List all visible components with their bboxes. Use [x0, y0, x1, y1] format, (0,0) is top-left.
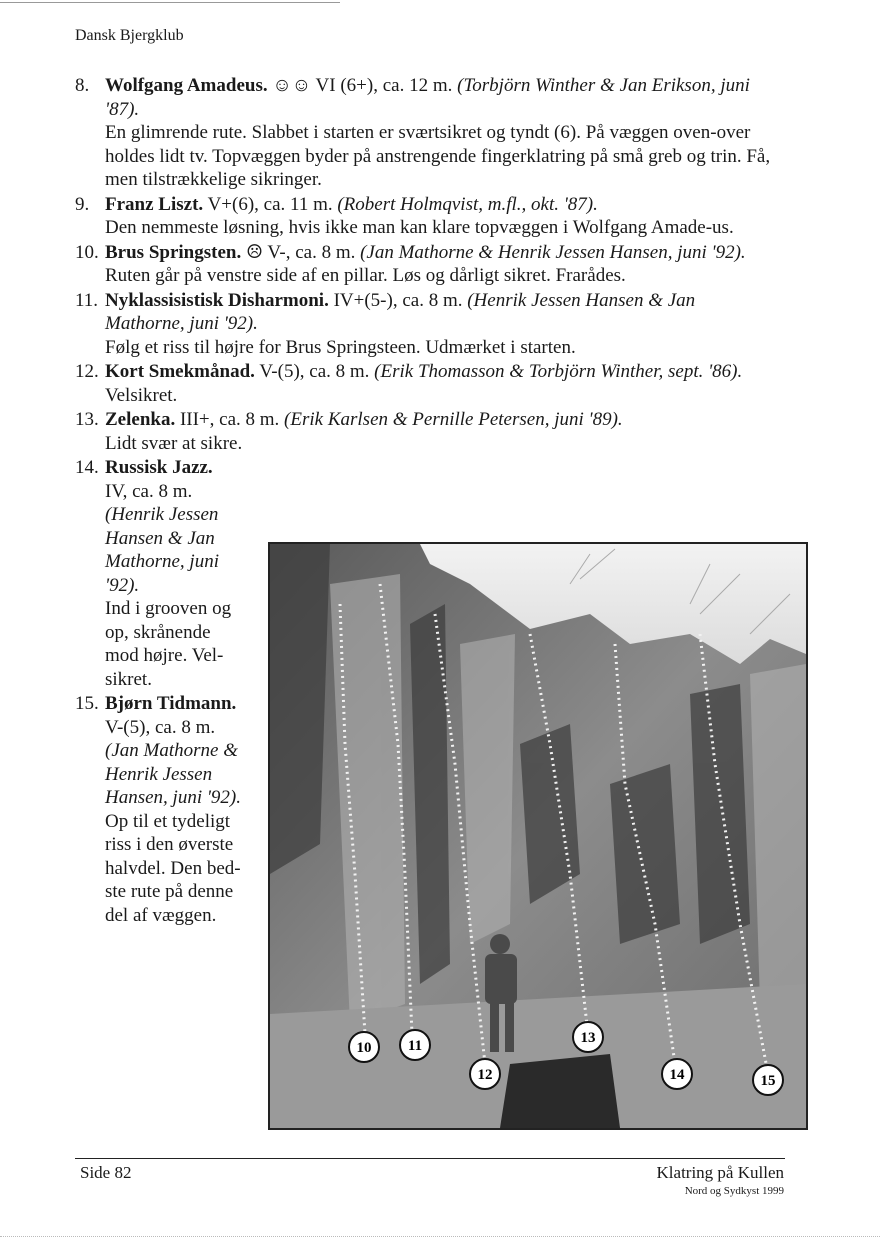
route-title: Nyklassisistisk Disharmoni.	[105, 289, 329, 311]
route-credit: (Henrik Jessen Hansen & Jan Mathorne, juni '92).	[105, 504, 219, 596]
bottom-rule	[0, 1236, 880, 1237]
route-grade: III+, ca. 8 m.	[175, 409, 285, 430]
narrow-column	[75, 456, 245, 927]
route-credit: (Erik Karlsen & Pernille Petersen, juni '89).	[284, 409, 623, 430]
route-grade: ☺☺ VI (6+), ca. 12 m.	[267, 75, 458, 96]
route-grade: V+(6), ca. 11 m.	[203, 193, 338, 215]
route-title: Franz Liszt.	[105, 193, 204, 215]
route-grade: V-(5), ca. 8 m.	[254, 361, 375, 382]
route-description: Følg et riss til højre for Brus Springsteen. Udmærket i starten.	[105, 336, 576, 358]
route-number: 9.	[75, 193, 90, 215]
route-credit: (Torbjörn Winther & Jan Erikson, juni '87).	[105, 75, 750, 120]
route-title: Kort Smekmånad.	[105, 361, 255, 382]
route-entry-8	[75, 74, 775, 192]
route-entry-10	[75, 241, 775, 288]
route-title: Wolfgang Amadeus.	[105, 75, 268, 96]
top-rule	[0, 2, 340, 3]
route-entry-13	[75, 408, 775, 455]
route-entry-15	[75, 692, 245, 927]
route-number: 15.	[75, 693, 99, 714]
route-marker-14	[662, 1059, 692, 1089]
footer-rule	[75, 1158, 785, 1159]
route-grade: V-(5), ca. 8 m.	[105, 716, 216, 738]
route-marker-label: 14	[669, 1067, 685, 1083]
route-description: Ind i grooven og op, skrånende mod højre. Vel-sikret.	[105, 598, 232, 690]
route-marker-label: 11	[407, 1038, 423, 1054]
route-entry-11	[75, 289, 775, 360]
book-subtitle: Nord og Sydkyst 1999	[684, 1185, 784, 1197]
route-marker-label: 13	[580, 1030, 596, 1046]
route-credit: (Robert Holmqvist, m.fl., okt. '87).	[337, 193, 598, 215]
route-number: 11.	[75, 289, 99, 311]
route-marker-11	[400, 1030, 430, 1060]
route-description: En glimrende rute. Slabbet i starten er sværtsikret og tyndt (6). På væggen oven-over holdes lidt tv. Topvæggen byder på anstrengende fingerklatring på små greb og trin. Få, men tilstrækkelige sikringer.	[105, 122, 771, 190]
cliff-photo-drawing	[270, 544, 806, 1128]
book-title: Klatring på Kullen	[656, 1163, 784, 1182]
running-header: Dansk Bjergklub	[75, 27, 184, 44]
route-number: 10.	[75, 241, 99, 263]
route-marker-13	[573, 1022, 603, 1052]
route-number: 8.	[75, 75, 90, 96]
route-entry-9	[75, 193, 775, 240]
route-grade: IV, ca. 8 m.	[105, 480, 193, 502]
route-description: Op til et tydeligt riss i den øverste halvdel. Den bed-ste rute på denne del af væggen.	[105, 810, 241, 926]
route-description: Den nemmeste løsning, hvis ikke man kan klare topvæggen i Wolfgang Amade-us.	[105, 217, 734, 238]
route-number: 12.	[75, 361, 99, 382]
route-grade: IV+(5-), ca. 8 m.	[328, 289, 468, 311]
route-marker-label: 10	[356, 1040, 372, 1056]
cliff-photo	[268, 542, 808, 1130]
route-description: Velsikret.	[105, 384, 178, 406]
route-number: 13.	[75, 409, 99, 430]
route-entry-14	[75, 456, 245, 691]
route-title: Brus Springsten.	[105, 241, 242, 263]
route-marker-15	[753, 1065, 783, 1095]
route-credit: (Erik Thomasson & Torbjörn Winther, sept. '86).	[374, 361, 743, 382]
route-description: Ruten går på venstre side af en pillar. Løs og dårligt sikret. Frarådes.	[105, 265, 626, 286]
page-number: Side 82	[80, 1163, 132, 1182]
route-title: Bjørn Tidmann.	[105, 693, 237, 714]
route-marker-12	[470, 1059, 500, 1089]
route-number: 14.	[75, 457, 99, 478]
route-credit: (Henrik Jessen Hansen & Jan Mathorne, juni '92).	[105, 289, 696, 334]
route-marker-10	[349, 1032, 379, 1062]
route-marker-label: 12	[477, 1067, 493, 1083]
route-title: Zelenka.	[105, 409, 176, 430]
route-grade: ☹ V-, ca. 8 m.	[241, 241, 361, 263]
route-marker-label: 15	[760, 1073, 776, 1089]
route-description: Lidt svær at sikre.	[105, 432, 243, 454]
route-credit: (Jan Mathorne & Henrik Jessen Hansen, juni '92).	[360, 241, 746, 263]
route-title: Russisk Jazz.	[105, 457, 213, 478]
route-entry-12	[75, 360, 775, 407]
route-credit: (Jan Mathorne & Henrik Jessen Hansen, juni '92).	[105, 740, 241, 808]
